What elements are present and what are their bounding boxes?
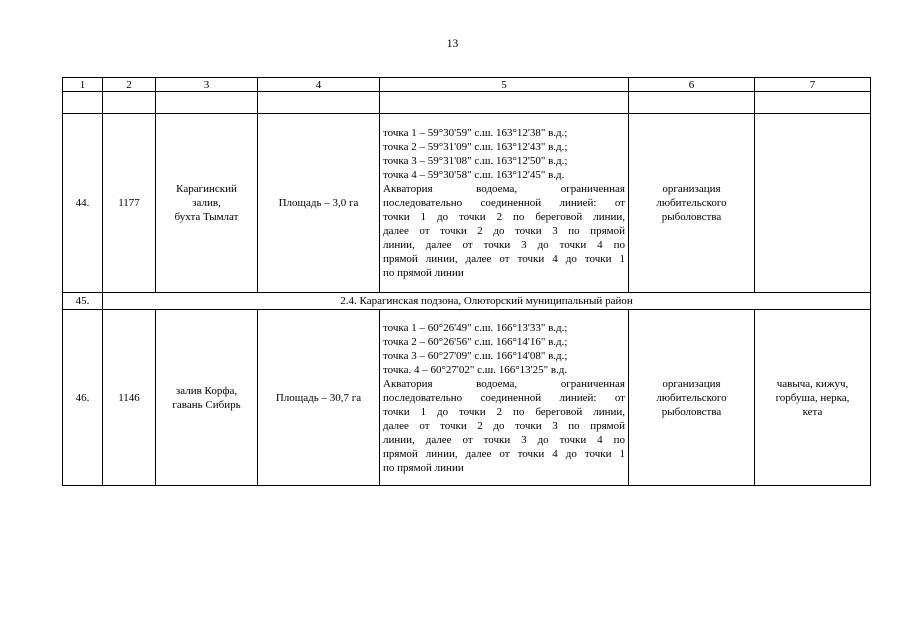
description-line: прямой линии, далее от точки 4 до точки 1	[383, 447, 625, 460]
page-number: 13	[446, 38, 459, 50]
description-line: Акватория водоема, ограниченная	[383, 377, 625, 390]
description-line: линии, далее от точки 3 до точки 4 по	[383, 433, 625, 446]
purpose-line: организация	[662, 377, 721, 390]
purpose-line: любительского	[656, 197, 727, 209]
boundary-description	[380, 310, 629, 486]
row-number: 44.	[63, 114, 103, 293]
area-name	[156, 114, 258, 293]
table-row-44	[63, 114, 871, 293]
boundary-description	[380, 114, 629, 293]
header-cell: 1	[63, 78, 103, 92]
coordinate-line: точка 3 – 60°27'09" с.ш. 166°14'08" в.д.;	[383, 349, 568, 362]
purpose-line: любительского	[656, 391, 727, 404]
species	[755, 310, 871, 486]
area-name-line: гавань Сибирь	[172, 398, 241, 411]
header-cell: 5	[380, 78, 629, 92]
description-line: прямой линии, далее от точки 4 до точки 1	[383, 253, 625, 265]
blank-cell	[63, 92, 103, 114]
blank-cell	[755, 92, 871, 114]
area-name-line: залив,	[192, 197, 221, 209]
species-line: чавыча, кижуч,	[776, 377, 849, 390]
header-cell: 6	[629, 78, 755, 92]
purpose-line: организация	[662, 183, 721, 195]
area-code: 1177	[103, 114, 156, 293]
area-name	[156, 310, 258, 486]
purpose-line: рыболовства	[661, 211, 722, 223]
fishing-areas-table	[62, 77, 871, 486]
coordinate-line: точка 2 – 60°26'56" с.ш. 166°14'16" в.д.;	[383, 335, 568, 348]
purpose	[629, 114, 755, 293]
description-line: последовательно соединенной линией: от	[383, 197, 625, 209]
species-line: горбуша, нерка,	[775, 391, 850, 404]
coordinate-line: точка. 4 – 60°27'02" с.ш. 166°13'25" в.д.	[383, 363, 568, 376]
description-line: далее от точки 2 до точки 3 по прямой	[383, 419, 625, 432]
species	[755, 114, 871, 293]
description-line: последовательно соединенной линией: от	[383, 391, 625, 404]
description-line: линии, далее от точки 3 до точки 4 по	[383, 239, 625, 251]
header-cell: 7	[755, 78, 871, 92]
coordinate-line: точка 2 – 59°31'09" с.ш. 163°12'43" в.д.;	[383, 141, 568, 153]
blank-cell	[156, 92, 258, 114]
header-cell: 4	[258, 78, 380, 92]
header-cell: 2	[103, 78, 156, 92]
area-name-line: бухта Тымлат	[174, 211, 239, 223]
coordinate-line: точка 1 – 59°30'59" с.ш. 163°12'38" в.д.;	[383, 127, 568, 139]
species-line: кета	[802, 405, 823, 418]
row-number: 45.	[63, 293, 103, 310]
blank-cell	[629, 92, 755, 114]
area-size: Площадь – 3,0 га	[258, 114, 380, 293]
table-header-row	[63, 78, 871, 92]
purpose	[629, 310, 755, 486]
purpose-line: рыболовства	[661, 405, 722, 418]
description-line: точки 1 до точки 2 по береговой линии,	[383, 405, 625, 418]
section-row-45	[63, 293, 871, 310]
blank-row	[63, 92, 871, 114]
blank-cell	[380, 92, 629, 114]
row-number: 46.	[63, 310, 103, 486]
coordinate-line: точка 3 – 59°31'08" с.ш. 163°12'50" в.д.;	[383, 155, 568, 167]
coordinate-line: точка 1 – 60°26'49" с.ш. 166°13'33" в.д.;	[383, 321, 568, 334]
header-cell: 3	[156, 78, 258, 92]
description-line: точки 1 до точки 2 по береговой линии,	[383, 211, 625, 223]
area-name-line: залив Корфа,	[175, 384, 238, 397]
area-name-line: Карагинский	[176, 183, 237, 195]
area-size: Площадь – 30,7 га	[258, 310, 380, 486]
description-line: далее от точки 2 до точки 3 по прямой	[383, 225, 625, 237]
blank-cell	[258, 92, 380, 114]
blank-cell	[103, 92, 156, 114]
section-title: 2.4. Карагинская подзона, Олюторский муниципальный район	[103, 293, 871, 310]
description-line: по прямой линии	[383, 267, 464, 279]
table-row-46	[63, 310, 871, 486]
coordinate-line: точка 4 – 59°30'58" с.ш. 163°12'45" в.д.	[383, 169, 565, 181]
description-line: по прямой линии	[383, 461, 464, 474]
area-code: 1146	[103, 310, 156, 486]
description-line: Акватория водоема, ограниченная	[383, 183, 625, 195]
